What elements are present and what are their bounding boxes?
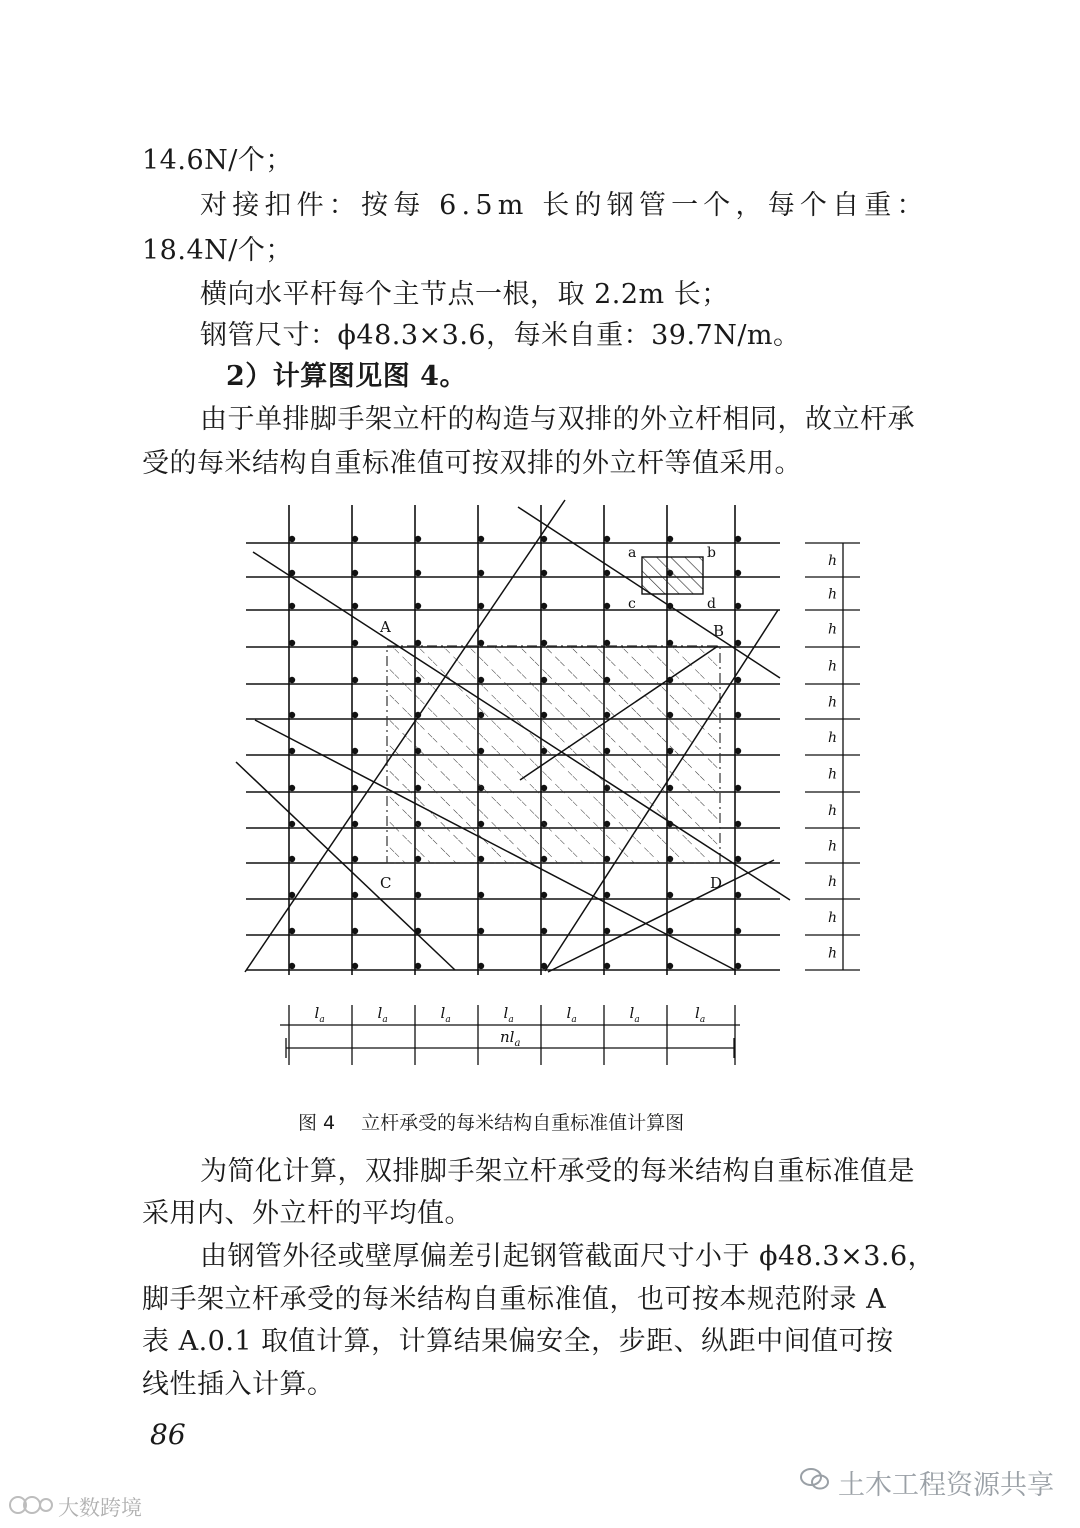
node-dot [352,603,358,609]
node-dot [667,536,673,542]
text-line-12: 脚手架立杆承受的每米结构自重标准值，也可按本规范附录 A [142,1284,887,1315]
node-dot [352,856,358,862]
watermark-right-text: 土木工程资源共享 [838,1470,1054,1501]
node-dot [415,536,421,542]
node-dot [289,856,295,862]
step-h-label: h [828,766,838,783]
node-dot [352,536,358,542]
node-dot [735,536,741,542]
node-dot [735,892,741,898]
node-dot [478,892,484,898]
figure-title: 立杆承受的每米结构自重标准值计算图 [361,1112,685,1134]
text-line-2: 对接扣件：按每 6.5m 长的钢管一个，每个自重： [200,190,929,221]
node-dot [352,963,358,969]
node-dot [604,570,610,576]
step-h-label: h [828,694,838,711]
total-label: $nl_a$ [500,1028,521,1049]
node-dot [735,928,741,934]
label-b: b [707,545,716,561]
node-dot [735,712,741,718]
label-B: B [713,622,725,640]
node-dot [541,570,547,576]
bay-la-label: $l_a$ [695,1004,706,1025]
watermark-right [800,1463,1054,1502]
node-dot [478,536,484,542]
node-dot [415,892,421,898]
node-dot [478,963,484,969]
node-dot [352,928,358,934]
bay-la-label: $l_a$ [629,1004,640,1025]
step-h-label: h [828,803,838,819]
node-dot [735,677,741,683]
watermark-logo-icon [8,1494,54,1521]
node-dot [289,640,295,646]
step-h-label: h [828,621,838,638]
node-dot [352,785,358,791]
step-h-label: h [828,838,838,855]
text-line-9: 为简化计算，双排脚手架立杆承受的每米结构自重标准值是 [200,1156,915,1187]
node-dot [667,892,673,898]
node-dot [415,603,421,609]
step-h-label: h [828,553,838,569]
label-d: d [707,596,716,612]
node-dot [289,963,295,969]
step-h-label: h [828,945,838,962]
node-dot [604,536,610,542]
step-h-label: h [828,586,838,603]
page-number: 86 [150,1418,186,1451]
node-dot [289,748,295,754]
node-dot [735,570,741,576]
node-dot [541,536,547,542]
node-dot [667,640,673,646]
node-dot [289,536,295,542]
text-line-1: 14.6N/个； [142,145,293,176]
node-dot [478,570,484,576]
node-dot [478,928,484,934]
node-dot [289,677,295,683]
bay-la-label: $l_a$ [314,1004,325,1025]
label-c: c [628,596,636,612]
node-dot [541,892,547,898]
text-line-11: 由钢管外径或壁厚偏差引起钢管截面尺寸小于 ϕ48.3×3.6， [200,1241,936,1272]
node-dot [604,603,610,609]
node-dot [289,603,295,609]
node-dot [352,640,358,646]
node-dot [735,640,741,646]
node-dot [604,928,610,934]
text-line-8: 受的每米结构自重标准值可按双排的外立杆等值采用。 [142,448,802,479]
bay-la-label: $l_a$ [377,1004,388,1025]
node-dot [541,603,547,609]
watermark-left-text: 大数跨境 [58,1496,142,1520]
step-h-label: h [828,874,838,890]
text-line-13: 表 A.0.1 取值计算，计算结果偏安全，步距、纵距中间值可按 [142,1326,894,1357]
node-dot [735,748,741,754]
node-dot [352,712,358,718]
node-dot [352,821,358,827]
step-dimension-chain [805,543,860,970]
node-dot [289,821,295,827]
text-line-6: 2）计算图见图 4。 [226,361,467,392]
node-dot [735,856,741,862]
bay-la-label: $l_a$ [566,1004,577,1025]
text-line-4: 横向水平杆每个主节点一根，取 2.2m 长； [200,279,729,310]
node-dot [289,712,295,718]
node-dot [352,748,358,754]
node-dot [604,640,610,646]
node-dot [352,892,358,898]
wechat-icon [800,1467,830,1498]
node-dot [289,928,295,934]
node-dot [478,640,484,646]
text-line-5: 钢管尺寸：ϕ48.3×3.6，每米自重：39.7N/m。 [200,320,801,351]
node-dot [415,570,421,576]
step-h-label: h [828,910,838,926]
text-line-3: 18.4N/个； [142,235,293,266]
label-A: A [380,618,391,636]
figure-number: 图 4 [298,1112,336,1134]
label-D: D [710,874,723,892]
node-dot [735,603,741,609]
text-line-10: 采用内、外立杆的平均值。 [142,1198,472,1229]
node-dot [289,785,295,791]
figure-caption [298,1108,684,1135]
node-dot [541,640,547,646]
watermark-left [8,1492,142,1522]
text-line-7: 由于单排脚手架立杆的构造与双排的外立杆相同，故立杆承 [200,404,915,435]
text-line-14: 线性插入计算。 [142,1369,335,1400]
node-dot [735,963,741,969]
node-dot [667,928,673,934]
node-dot [604,963,610,969]
step-h-label: h [828,730,838,746]
node-dot [604,892,610,898]
label-a: a [628,545,637,561]
step-h-label: h [828,658,838,675]
node-dot [735,785,741,791]
node-dot [667,963,673,969]
node-dot [415,640,421,646]
node-dot [478,603,484,609]
label-C: C [380,874,392,892]
node-dot [352,677,358,683]
node-dot [541,928,547,934]
node-dot [415,963,421,969]
cell-abcd [642,557,703,594]
node-dot [735,821,741,827]
node-dot [352,570,358,576]
bay-la-label: $l_a$ [503,1004,514,1025]
node-dot [289,892,295,898]
bay-la-label: $l_a$ [440,1004,451,1025]
